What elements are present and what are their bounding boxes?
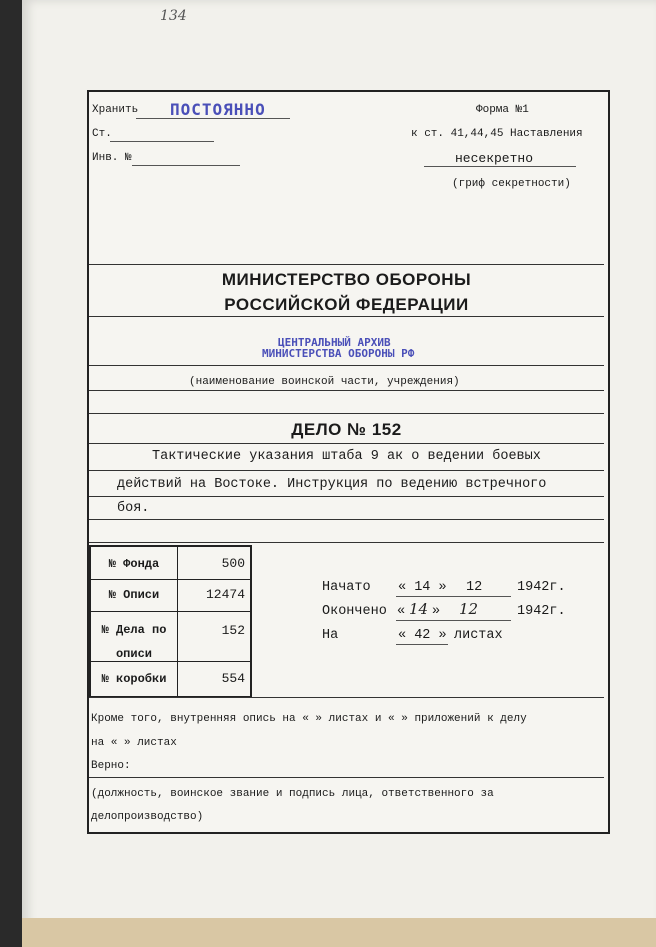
ended-day-open: « — [397, 604, 406, 619]
sheets-count: « 42 » — [398, 628, 447, 643]
case-description-line: боя. — [117, 501, 150, 516]
started-year: 1942г. — [517, 580, 566, 595]
signature-caption-line2: делопроизводство) — [91, 811, 204, 823]
delo-value: 152 — [221, 623, 245, 638]
opis-value: 12474 — [205, 587, 245, 602]
box-value: 554 — [221, 671, 245, 686]
paper-bottom-edge — [22, 918, 656, 947]
archive-stamp-line1: ЦЕНТРАЛЬНЫЙ АРХИВ — [278, 336, 391, 349]
archive-stamp-line2: МИНИСТЕРСТВА ОБОРОНЫ РФ — [262, 347, 415, 360]
st-reference: к ст. 41,44,45 Наставления — [411, 128, 583, 140]
ended-day-close: » — [432, 604, 441, 619]
started-day: « 14 » — [398, 580, 447, 595]
inv-label: Инв. № — [92, 152, 132, 164]
started-label: Начато — [322, 580, 371, 595]
form-number: Форма №1 — [476, 104, 529, 116]
case-description-line: Тактические указания штаба 9 ак о ведении боевых — [152, 449, 541, 464]
keep-stamp: ПОСТОЯННО — [170, 100, 266, 119]
delo-label-line1: № Дела по — [101, 623, 167, 637]
archive-info-table — [89, 545, 252, 698]
sheets-word: листах — [454, 628, 503, 643]
verified-label: Верно: — [91, 760, 131, 772]
secrecy-caption: (гриф секретности) — [452, 178, 571, 190]
fond-value: 500 — [221, 556, 245, 571]
case-title — [87, 420, 606, 440]
signature-caption-line1: (должность, воинское звание и подпись лица, ответственного за — [91, 788, 494, 800]
ended-month: 12 — [459, 600, 479, 618]
ministry-line1: МИНИСТЕРСТВО ОБОРОНЫ — [221, 270, 472, 289]
corner-page-number: 134 — [160, 8, 187, 24]
case-description-line: действий на Востоке. Инструкция по ведению встречного — [117, 477, 547, 492]
started-month: 12 — [466, 580, 483, 595]
inventory-line2: на « » листах — [91, 737, 177, 749]
keep-label: Хранить — [92, 104, 139, 116]
box-label: № коробки — [101, 672, 167, 686]
case-title-prefix: ДЕЛО № — [291, 420, 367, 439]
ministry-line2: РОССИЙСКОЙ ФЕДЕРАЦИИ — [224, 295, 469, 314]
ended-label: Окончено — [322, 604, 387, 619]
st-label: Ст. — [92, 128, 112, 140]
delo-label-line2: описи — [115, 647, 152, 661]
unit-caption: (наименование воинской части, учреждения) — [189, 376, 460, 388]
secrecy-value: несекретно — [455, 151, 534, 166]
fond-label: № Фонда — [108, 557, 160, 571]
inventory-line1: Кроме того, внутренняя опись на « » листах и « » приложений к делу — [91, 713, 527, 725]
ended-year: 1942г. — [517, 604, 566, 619]
opis-label: № Описи — [108, 588, 160, 602]
case-number: 152 — [371, 420, 402, 439]
on-label: На — [322, 628, 339, 643]
ended-day: 14 — [409, 600, 429, 618]
